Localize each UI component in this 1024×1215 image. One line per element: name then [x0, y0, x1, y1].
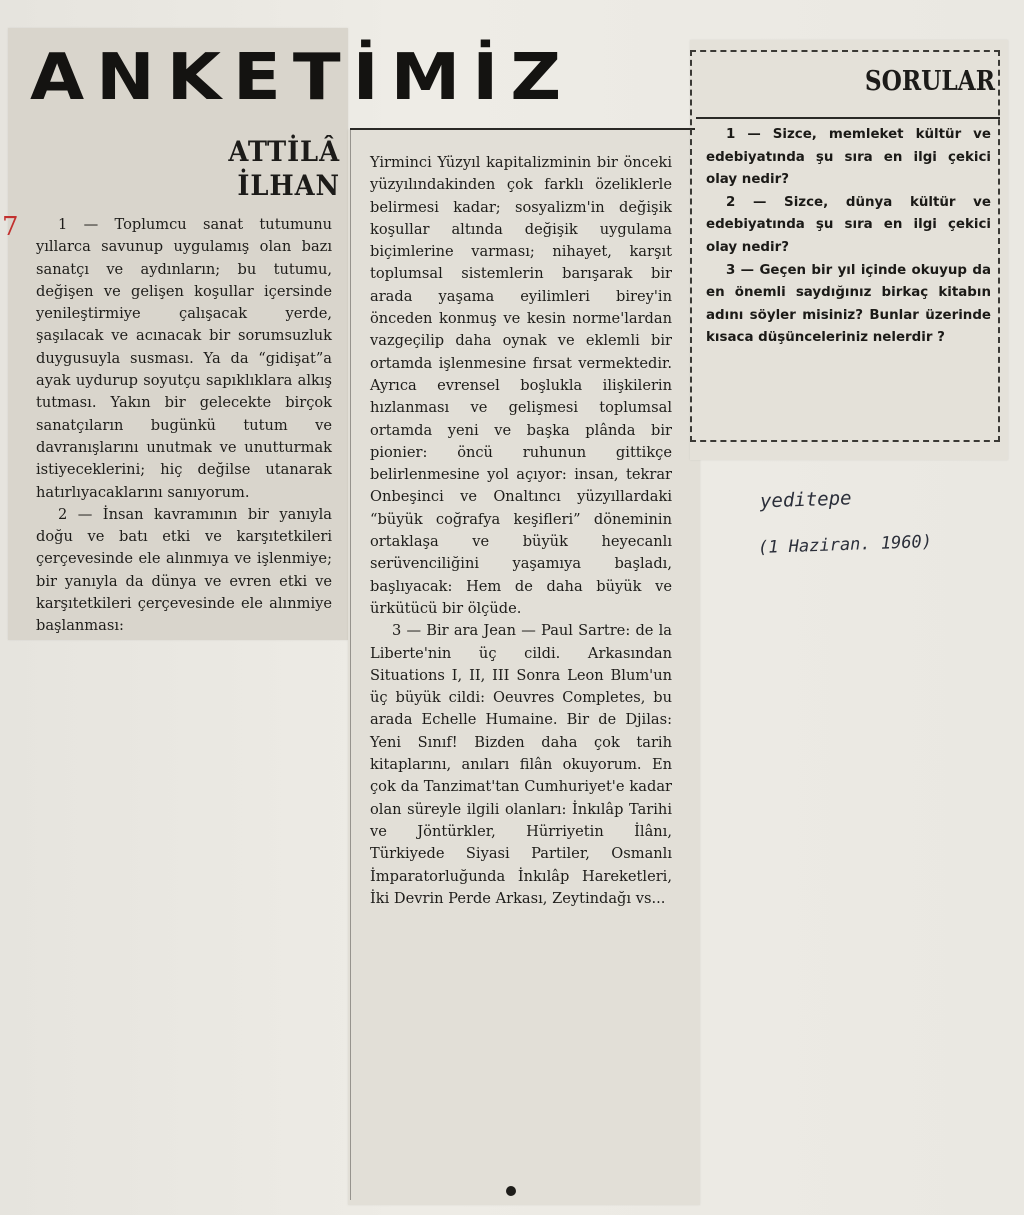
handwritten-date: (1 Haziran. 1960)	[757, 531, 933, 559]
margin-mark: 7	[2, 212, 19, 242]
header-rule	[350, 128, 695, 130]
question-item: 2 — Sizce, dünya kültür ve edebiyatında şu sıra en ilgi çekici olay nedir?	[706, 194, 991, 255]
questions-title: SORULAR	[864, 66, 995, 97]
article-middle-column	[370, 152, 672, 910]
masthead-title: ANKETİMİZ	[30, 39, 574, 115]
answer-paragraph: 2 — İnsan kavramının bir yanıyla doğu ve batı etki ve karşıtetkileri çerçevesinde ele alınmıya ve işlenmiye; bir yanıyla da dünya ve evren etki ve karşıtetkileri çerçevesinde ele alınmiye başlanması:	[36, 505, 332, 635]
answer-paragraph: 3 — Bir ara Jean — Paul Sartre: de la Liberte'nin üç cildi. Arkasından Situations I, II, III Sonra Leon Blum'un üç büyük cildi: Oeuvres Completes, bu arada Echelle Humaine. Bir de Djilas: Yeni Sınıf! Bizden daha çok tarih kitaplarını, anıları filân okuyorum. En çok da Tanzimat'tan Cumhuriyet'e kadar olan süreyle ilgili olanları: İnkılâp Tarihi ve Jöntürkler, Hürriyetin İlânı, Türkiyede Siyasi Partiler, Osmanlı İmparatorluğunda İnkılâp Hareketleri, İki Devrin Perde Arkası, Zeytindağı vs...	[370, 622, 672, 907]
answer-paragraph: 1 — Toplumcu sanat tutumunu yıllarca savunup uygulamış olan bazı sanatçı ve aydınların; bu tutumu, değişen ve gelişen koşullar içersinde yenileştirmiye çalışacak yerde, şaşılacak ve acınacak bir sorumsuzluk duygusuyla susması. Ya da “gidişat”a ayak uydurup soyutçu sapıklıklara alkış tutması. Yakın bir gelecekte birçok sanatçıların bugünkü tutum ve davranışlarını unutmak ve unutturmak istiyeceklerini; hiç değilse utanarak hatırlıyacaklarını sanıyorum.	[36, 216, 332, 501]
handwritten-source: yeditepe	[759, 487, 852, 513]
answer-paragraph: Yirminci Yüzyıl kapitalizminin bir önceki yüzyılındakinden çok farklı özeliklerle belirmesi kadar; sosyalizm'in değişik koşullar altında değişik uygulama biçimlerine varması; nihayet, karşıt toplumsal sistemlerin barışarak bir arada yaşama eyilimleri birey'in önceden konmuş ve kesin norme'lardan vazgeçilip daha oynak ve eklemli bir ortamda işlenmesine fırsat vermektedir. Ayrıca evrensel boşlukla ilişkilerin hızlanması ve gelişmesi toplumsal ortamda yeni ve başka plânda bir pionier: öncü ruhunun gittikçe belirlenmesine yol açıyor: insan, tekrar Onbeşinci ve Onaltıncı yüzyıllardaki “büyük coğrafya keşifleri” döneminin ortaklaşa ve büyük heyecanlı serüvenciliğini yaşamıya başladı, başlıyacak: Hem de daha büyük ve ürkütücü bir ölçüde.	[370, 154, 672, 617]
column-divider	[350, 130, 351, 1200]
article-left-column	[36, 214, 332, 638]
questions-list	[706, 124, 991, 350]
author-name: ATTİLÂ İLHAN	[228, 135, 340, 202]
end-mark	[506, 1186, 516, 1196]
question-item: 1 — Sizce, memleket kültür ve edebiyatında şu sıra en ilgi çekici olay nedir?	[706, 127, 991, 188]
question-item: 3 — Geçen bir yıl içinde okuyup da en önemli saydığınız birkaç kitabın adını söyler misiniz? Bunlar üzerinde kısaca düşünceleriniz nelerdir ?	[706, 262, 991, 346]
questions-title-rule	[696, 117, 1000, 119]
